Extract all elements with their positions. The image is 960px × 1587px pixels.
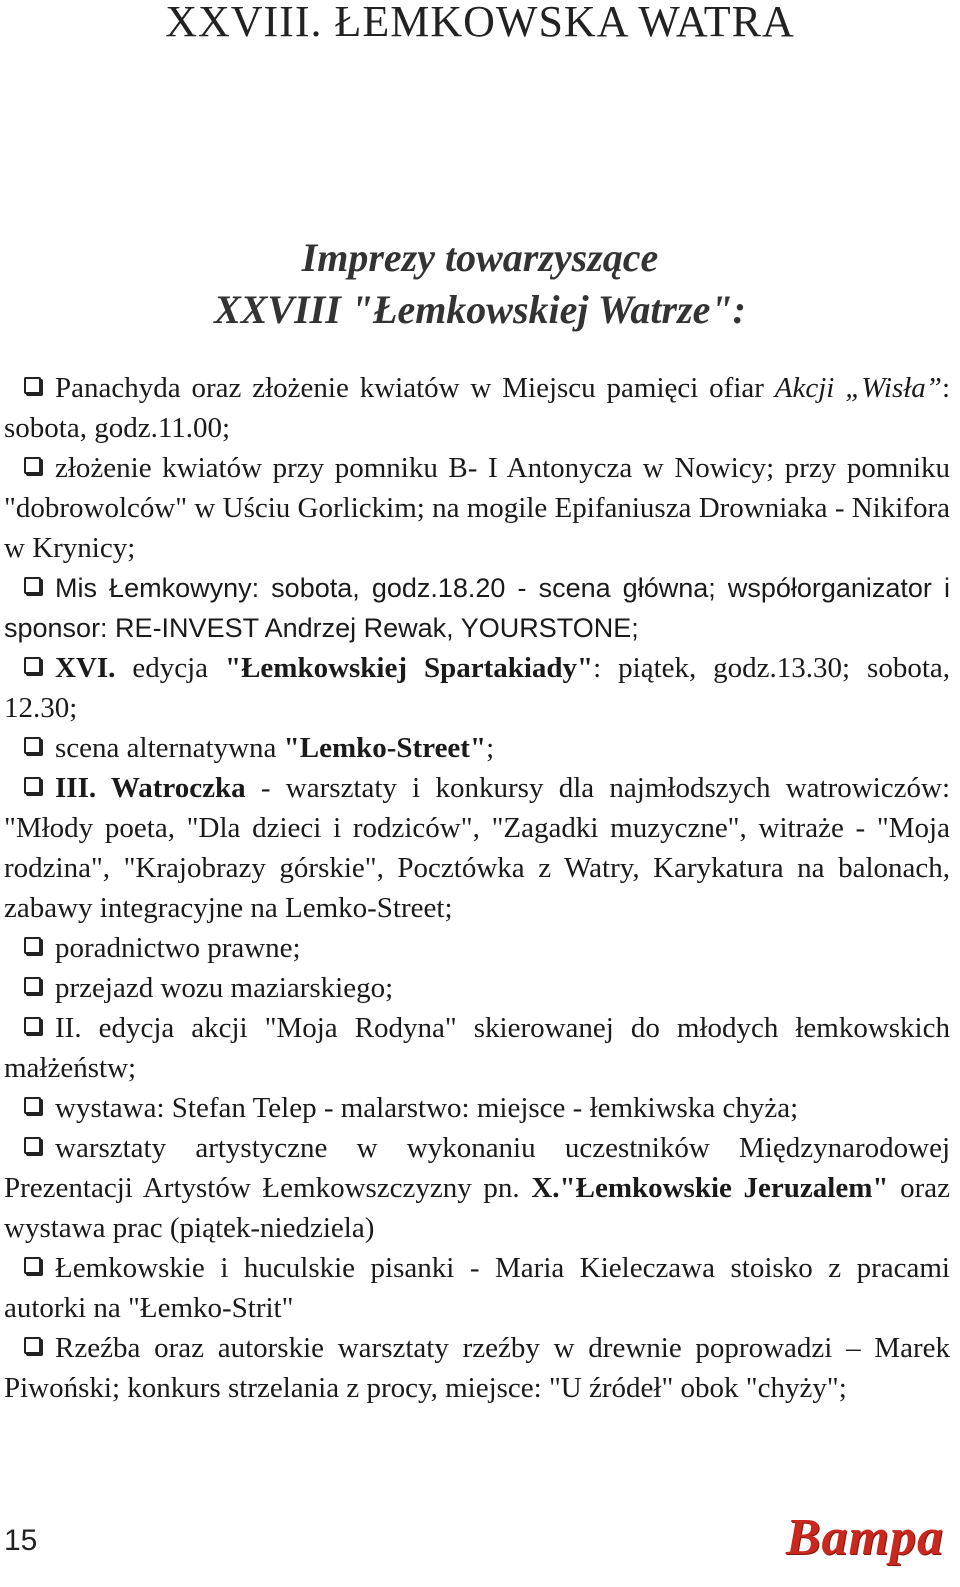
list-item [4,928,950,968]
list-item [4,768,950,928]
item-text: przejazd wozu maziarskiego; [55,972,394,1004]
list-item [4,1008,950,1088]
item-text: oraz wystawa prac (piątek-niedziela) [4,1172,951,1244]
item-text: II. edycja akcji "Moja Rodyna" skierowanej do młodych łemkowskich małżeństw; [4,1012,950,1084]
page-header [0,0,960,44]
subtitle-line-2: XXVIII "Łemkowskiej Watrze": [214,287,746,332]
checkbox-bullet-icon [24,977,41,994]
event-list [4,368,950,1408]
checkbox-bullet-icon [24,1257,41,1274]
checkbox-bullet-icon [24,737,41,754]
item-text: Mis Łemkowyny: sobota, godz.18.20 - scena główna; współorganizator i sponsor: RE-INVEST Andrzej Rewak, YOURSTONE; [4,573,950,643]
checkbox-bullet-icon [24,1017,41,1034]
list-item [4,1128,950,1248]
checkbox-bullet-icon [24,1097,41,1114]
list-item [4,728,950,768]
checkbox-bullet-icon [24,657,41,674]
item-text: : piątek, godz.13.30; sobota, 12.30; [4,652,951,724]
list-item [4,568,950,648]
checkbox-bullet-icon [24,377,41,394]
list-item [4,1328,950,1408]
checkbox-bullet-icon [24,937,41,954]
page-number: 15 [4,1524,38,1557]
list-item [4,968,950,1008]
checkbox-bullet-icon [24,1137,41,1154]
item-text: złożenie kwiatów przy pomniku B- I Antonycza w Nowicy; przy pomniku "dobrowolców" w Uściu Gorlickim; na mogile Epifaniusza Drowniaka - Nikifora w Krynicy; [4,452,950,564]
item-text-bold: "Lemko-Street" [283,732,487,764]
item-text-bold: XVI. [55,652,116,684]
item-text: Łemkowskie i huculskie pisanki - Maria Kieleczawa stoisko z pracami autorki na "Łemko-Strit" [4,1252,950,1324]
item-text-italic: Akcji „Wisła” [774,372,942,404]
item-text: scena alternatywna [55,732,284,764]
item-text: - warsztaty i konkursy dla najmłodszych watrowiczów: "Młody poeta, "Dla dzieci i rodziców", "Zagadki muzyczne", witraże - "Moja rodzina", "Krajobrazy górskie", Pocztówka z Watry, Karykatura na balonach, zabawy integracyjne na Lemko-Street; [4,772,951,924]
checkbox-bullet-icon [24,777,41,794]
item-text: : sobota, godz.11.00; [4,372,950,444]
list-item [4,1248,950,1328]
item-text: edycja [115,652,225,684]
item-text: ; [486,732,495,764]
item-text: warsztaty artystyczne w wykonaniu uczestników Międzynarodowej Prezentacji Artystów Łemkowszczyzny pn. [4,1132,950,1204]
checkbox-bullet-icon [24,577,41,594]
item-text: Rzeźba oraz autorskie warsztaty rzeźby w drewnie poprowadzi – Marek Piwoński; konkurs strzelania z procy, miejsce: "U źródeł" obok "chyży"; [4,1332,950,1404]
item-text-bold: "Łemkowskiej Spartakiady" [224,652,594,684]
item-text: wystawa: Stefan Telep - malarstwo: miejsce - łemkiwska chyża; [55,1092,799,1124]
list-item [4,648,950,728]
list-item [4,368,950,448]
checkbox-bullet-icon [24,1337,41,1354]
item-text: poradnictwo prawne; [55,932,301,964]
list-item [4,448,950,568]
item-text-bold: III. Watroczka [55,772,246,804]
item-text: Panachyda oraz złożenie kwiatów w Miejscu pamięci ofiar [55,372,775,404]
list-item [4,1088,950,1128]
header-title: XXVIII. ŁEMKOWSKA WATRA [165,0,795,46]
section-subtitle [0,232,960,336]
watra-logo: Ватра [785,1509,944,1566]
checkbox-bullet-icon [24,457,41,474]
subtitle-line-1: Imprezy towarzyszące [301,235,659,280]
item-text-bold: X."Łemkowskie Jeruzalem" [531,1172,889,1204]
